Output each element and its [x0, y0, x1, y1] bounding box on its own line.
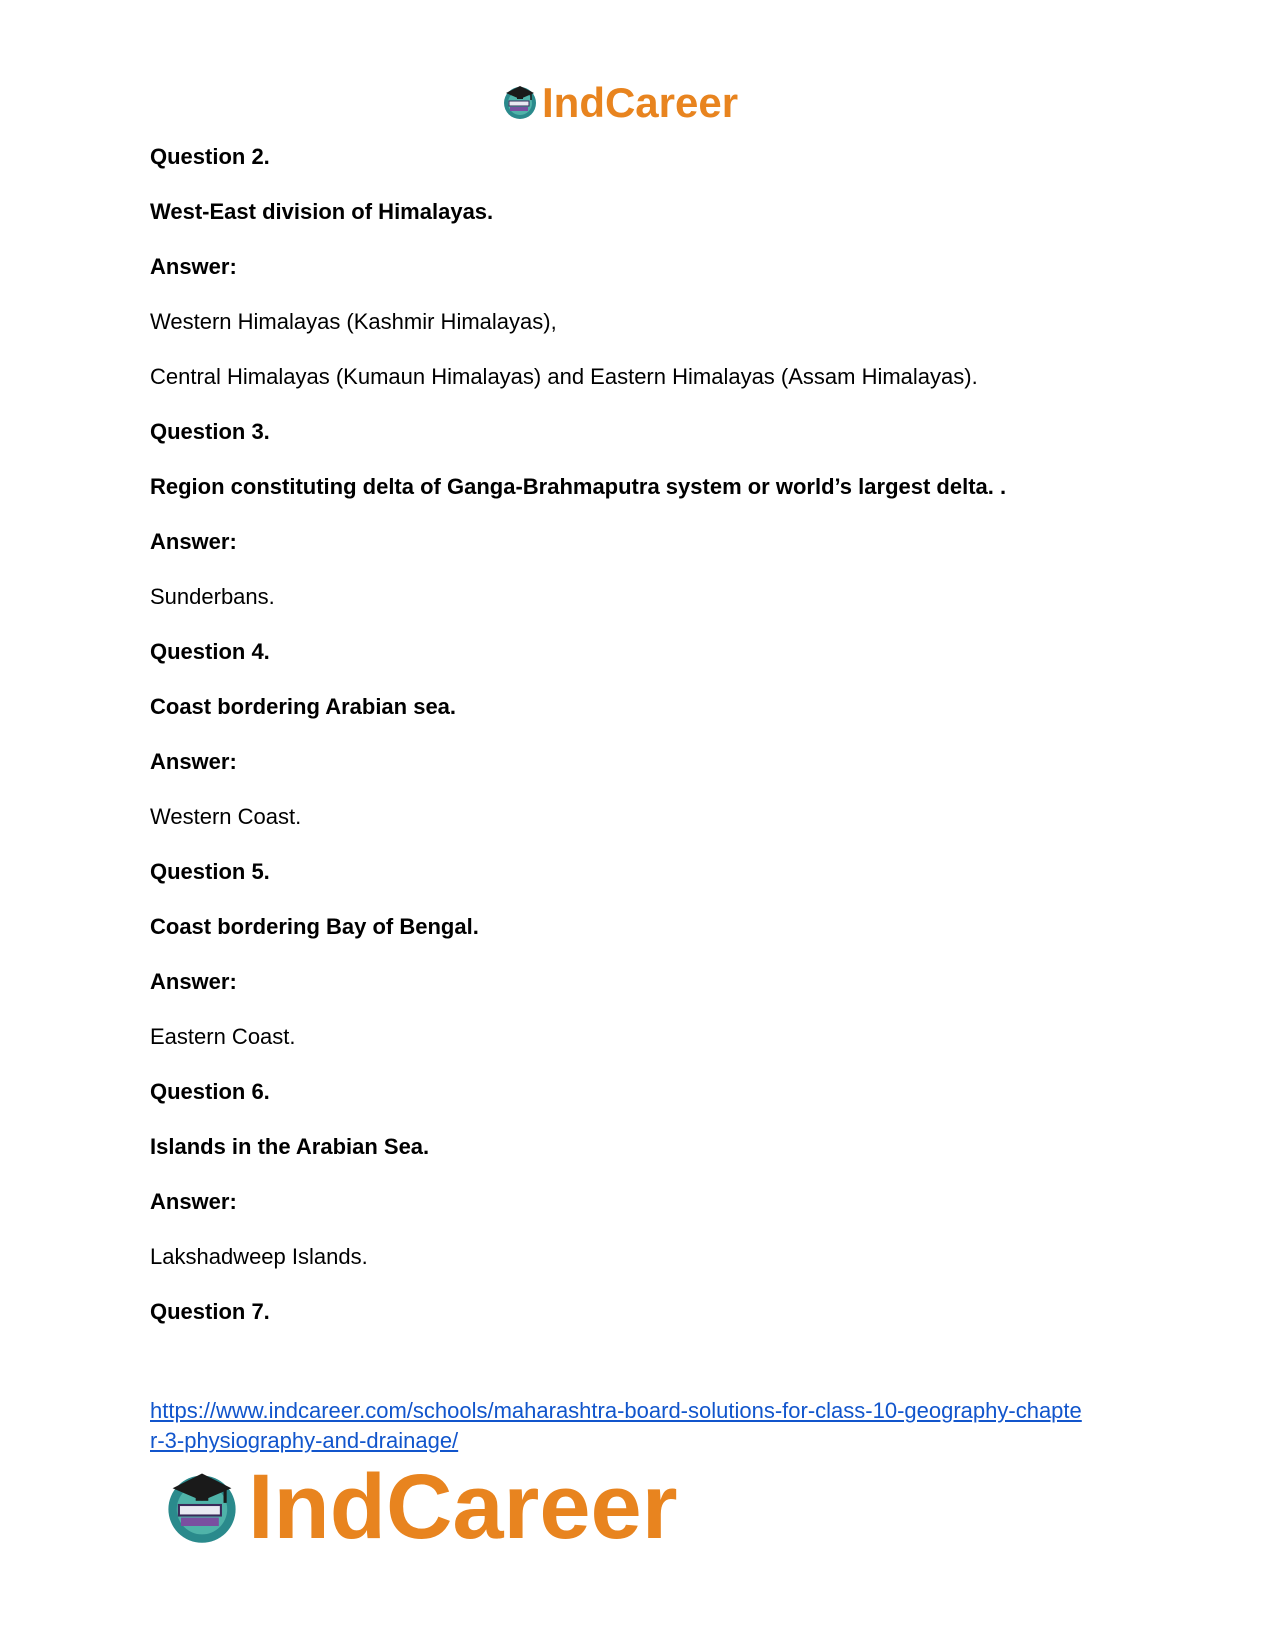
- graduation-cap-globe-icon: [160, 1463, 244, 1552]
- source-url-link[interactable]: [150, 1398, 1082, 1453]
- question-heading: Question 6.: [150, 1079, 270, 1104]
- logo-text: IndCareer: [542, 79, 739, 126]
- document-body: [150, 144, 1150, 1354]
- answer-text: Western Himalayas (Kashmir Himalayas),: [150, 309, 557, 334]
- source-url-line-1: https://www.indcareer.com/schools/maharashtra-board-solutions-for-class-10-geography-chapte: [150, 1398, 1082, 1423]
- graduation-cap-globe-icon: [500, 81, 540, 126]
- question-text: Region constituting delta of Ganga-Brahmaputra system or world’s largest delta. .: [150, 474, 1007, 499]
- question-heading: Question 3.: [150, 419, 270, 444]
- source-link-block: [150, 1396, 1150, 1456]
- answer-text: Central Himalayas (Kumaun Himalayas) and Eastern Himalayas (Assam Himalayas).: [150, 364, 978, 389]
- header-logo: [500, 80, 738, 126]
- answer-text: Western Coast.: [150, 804, 302, 829]
- footer-logo: [160, 1456, 678, 1558]
- question-text: Islands in the Arabian Sea.: [150, 1134, 430, 1159]
- answer-label: Answer:: [150, 254, 237, 279]
- source-url-line-2: r-3-physiography-and-drainage/: [150, 1428, 459, 1453]
- answer-text: Lakshadweep Islands.: [150, 1244, 368, 1269]
- answer-text: Eastern Coast.: [150, 1024, 296, 1049]
- answer-label: Answer:: [150, 1189, 237, 1214]
- question-heading: Question 2.: [150, 144, 270, 169]
- answer-text: Sunderbans.: [150, 584, 275, 609]
- question-text: Coast bordering Arabian sea.: [150, 694, 457, 719]
- answer-label: Answer:: [150, 749, 237, 774]
- question-heading: Question 5.: [150, 859, 270, 884]
- question-text: Coast bordering Bay of Bengal.: [150, 914, 479, 939]
- question-heading: Question 7.: [150, 1299, 270, 1324]
- answer-label: Answer:: [150, 969, 237, 994]
- answer-label: Answer:: [150, 529, 237, 554]
- question-heading: Question 4.: [150, 639, 270, 664]
- question-text: West-East division of Himalayas.: [150, 199, 494, 224]
- logo-text: IndCareer: [248, 1456, 678, 1558]
